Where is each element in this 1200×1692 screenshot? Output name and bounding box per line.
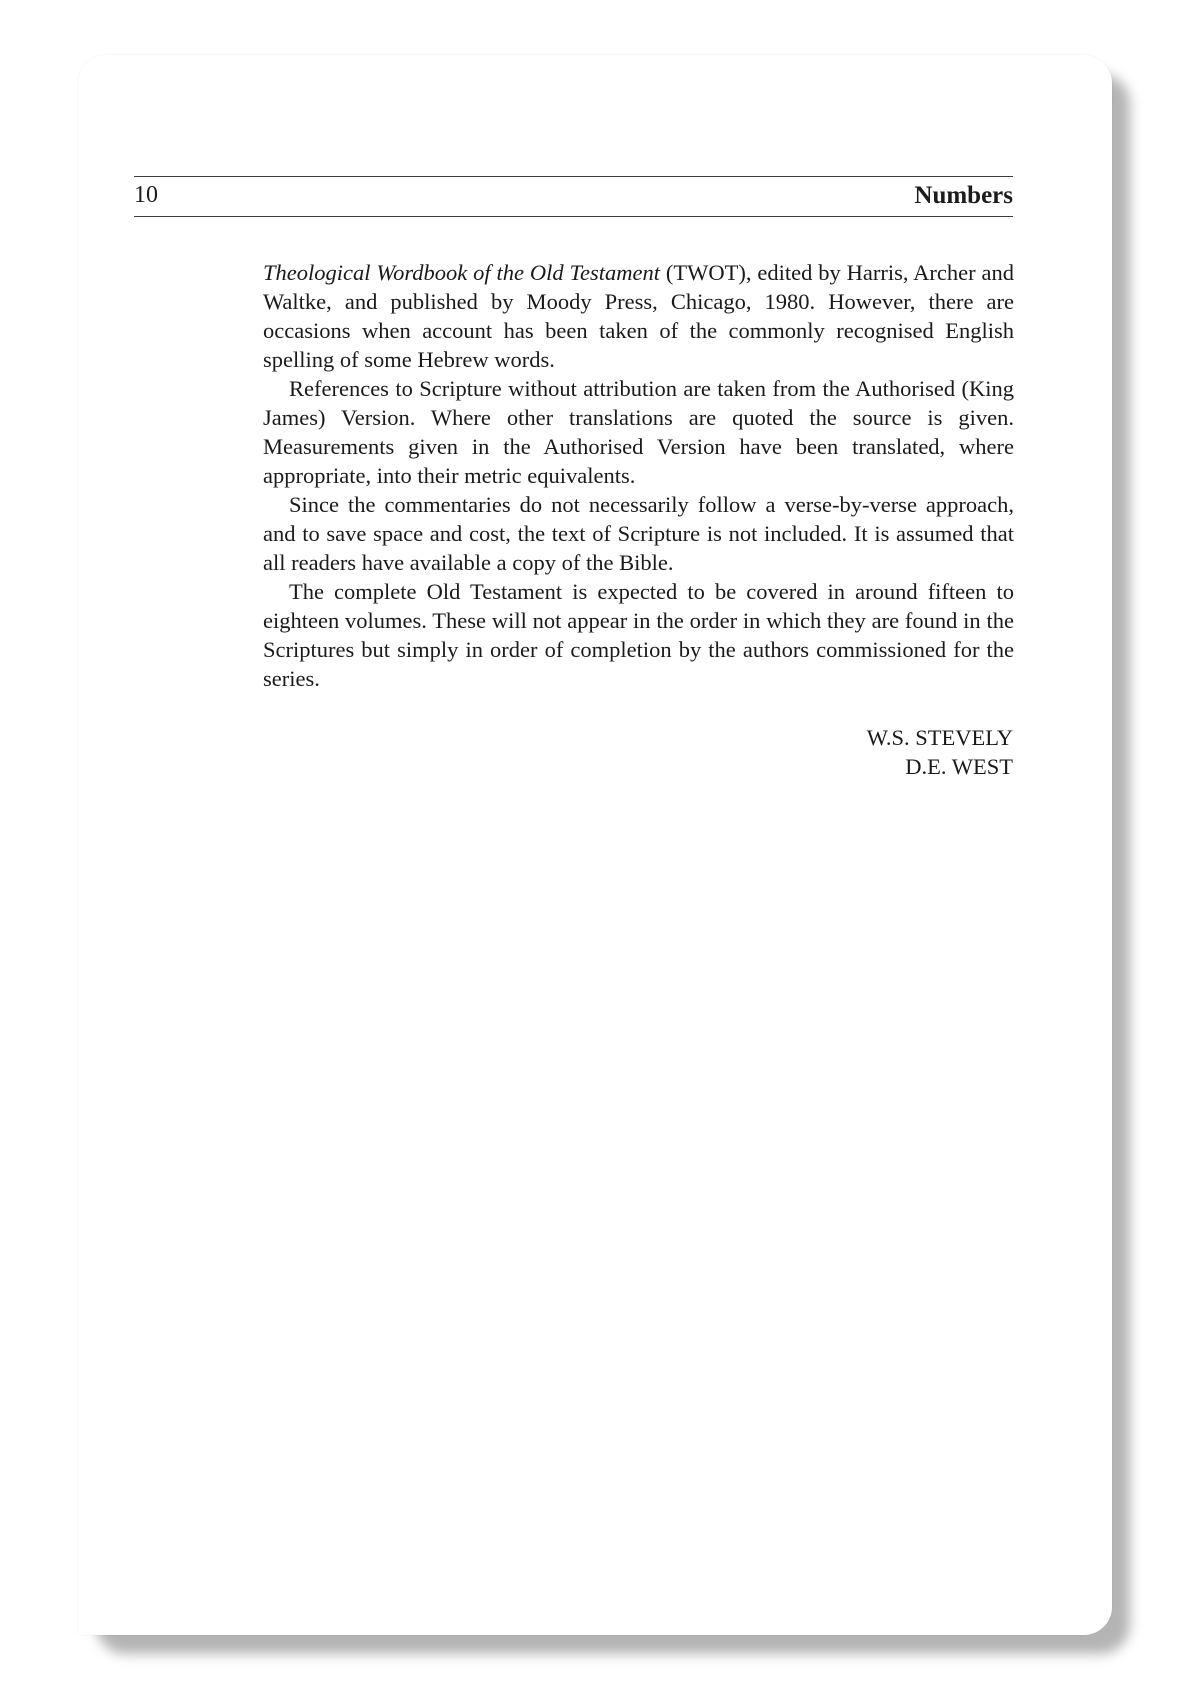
- running-header: [134, 176, 1013, 217]
- paragraph-1-text: (TWOT), edited by Harris, Archer and Waltke, and published by Moody Press, Chicago, 1980. However, there are occasions when account has been taken of the commonly recognised English spelling of some Hebrew words.: [263, 260, 1014, 372]
- body-text: [263, 258, 1014, 693]
- signature-block: [867, 723, 1013, 781]
- paragraph-4: The complete Old Testament is expected to be covered in around fifteen to eighteen volumes. These will not appear in the order in which they are found in the Scriptures but simply in order of completion by the authors commissioned for the series.: [263, 579, 1014, 691]
- book-title-italic: Theological Wordbook of the Old Testament: [263, 260, 660, 285]
- paragraph-1: [263, 258, 1014, 374]
- page-number: 10: [134, 182, 158, 208]
- signature-line-1: W.S. STEVELY: [866, 725, 1013, 750]
- signature-line-2: D.E. WEST: [905, 754, 1013, 779]
- paragraph-2: References to Scripture without attribution are taken from the Authorised (King James) Version. Where other translations are quoted the source is given. Measurements given in the Authorised Version have been translated, where appropriate, into their metric equivalents.: [263, 376, 1014, 488]
- running-title: Numbers: [914, 182, 1013, 209]
- paragraph-3: Since the commentaries do not necessarily follow a verse-by-verse approach, and to save space and cost, the text of Scripture is not included. It is assumed that all readers have available a copy of the Bible.: [263, 492, 1014, 575]
